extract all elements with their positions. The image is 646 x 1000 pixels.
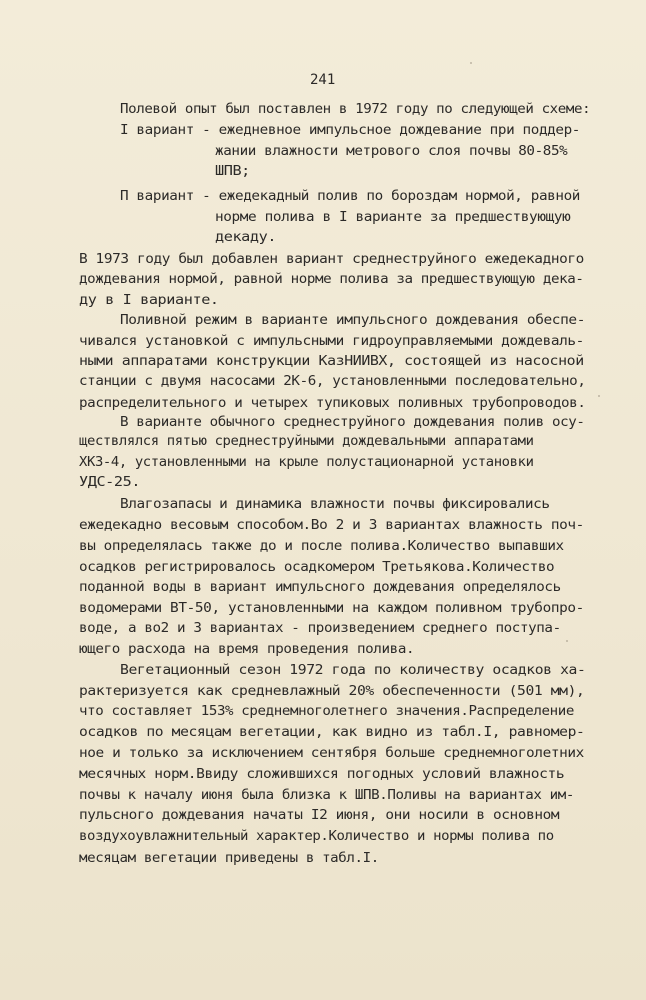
text-line: Влагозапасы и динамика влажности почвы фиксировались	[120, 497, 550, 512]
paper-speck	[598, 395, 600, 397]
text-line: водомерами ВТ-50, установленными на каждом поливном трубопро-	[79, 601, 584, 616]
text-line: норме полива в I варианте за предшествующую	[215, 210, 571, 225]
text-line: П вариант - ежедекадный полив по бороздам нормой, равной	[120, 189, 581, 204]
text-line: воде, а во2 и 3 вариантах - произведением среднего поступа-	[79, 621, 561, 636]
text-line: почвы к началу июня была близка к ШПВ.Поливы на вариантах им-	[79, 788, 574, 803]
text-line: жании влажности метрового слоя почвы 80-85%	[215, 144, 568, 159]
text-line: поданной воды в вариант импульсного дождевания определялось	[79, 580, 561, 595]
text-line: ществлялся пятью среднеструйными дождевальными аппаратами	[79, 434, 534, 449]
text-line: воздухоувлажнительный характер.Количество и нормы полива по	[79, 829, 554, 844]
text-line: распределительного и четырех тупиковых поливных трубопроводов.	[79, 396, 586, 411]
text-line: чивался установкой с импульсными гидроуправляемыми дождеваль-	[79, 334, 584, 349]
text-line: месячных норм.Ввиду сложившихся погодных условий влажность	[79, 767, 565, 782]
text-line: Поливной режим в варианте импульсного дождевания обеспе-	[120, 313, 586, 328]
text-line: ду в I варианте.	[79, 293, 219, 308]
text-line: В 1973 году был добавлен вариант среднеструйного ежедекадного	[79, 252, 584, 267]
text-line: Вегетационный сезон 1972 года по количеству осадков ха-	[120, 663, 586, 678]
page-number: 241	[310, 72, 336, 88]
text-line: декаду.	[215, 230, 277, 245]
text-line: УДС-25.	[79, 475, 141, 490]
text-line: ШПВ;	[215, 164, 250, 179]
paper-speck	[470, 62, 472, 64]
text-line: Полевой опыт был поставлен в 1972 году по следующей схеме:	[120, 102, 591, 117]
text-line: I вариант - ежедневное импульсное дождевание при поддер-	[120, 123, 581, 138]
text-line: ежедекадно весовым способом.Во 2 и 3 вариантах влажность поч-	[79, 518, 584, 533]
text-line: дождевания нормой, равной норме полива за предшествующую дека-	[79, 272, 584, 287]
text-line: В варианте обычного среднеструйного дождевания полив осу-	[120, 415, 585, 430]
text-line: ными аппаратами конструкции КазНИИВХ, состоящей из насосной	[79, 354, 584, 369]
text-line: осадков по месяцам вегетации, как видно из табл.I, равномер-	[79, 725, 585, 740]
text-line: ющего расхода на время проведения полива.	[79, 642, 415, 657]
text-line: месяцам вегетации приведены в табл.I.	[79, 851, 379, 866]
text-line: рактеризуется как средневлажный 20% обеспеченности (501 мм),	[79, 684, 585, 699]
text-line: станции с двумя насосами 2К-6, установленными последовательно,	[79, 374, 586, 389]
text-line: что составляет 153% среднемноголетнего значения.Распределение	[79, 704, 574, 719]
text-line: ное и только за исключением сентября больше среднемноголетних	[79, 746, 584, 761]
text-line: осадков регистрировалось осадкомером Третьякова.Количество	[79, 560, 555, 575]
paper-speck	[566, 640, 568, 642]
text-line: вы определялась также до и после полива.Количество выпавших	[79, 539, 564, 554]
text-line: пульсного дождевания начаты I2 июня, они носили в основном	[79, 808, 560, 823]
text-line: ХКЗ-4, установленными на крыле полустационарной установки	[79, 455, 534, 470]
